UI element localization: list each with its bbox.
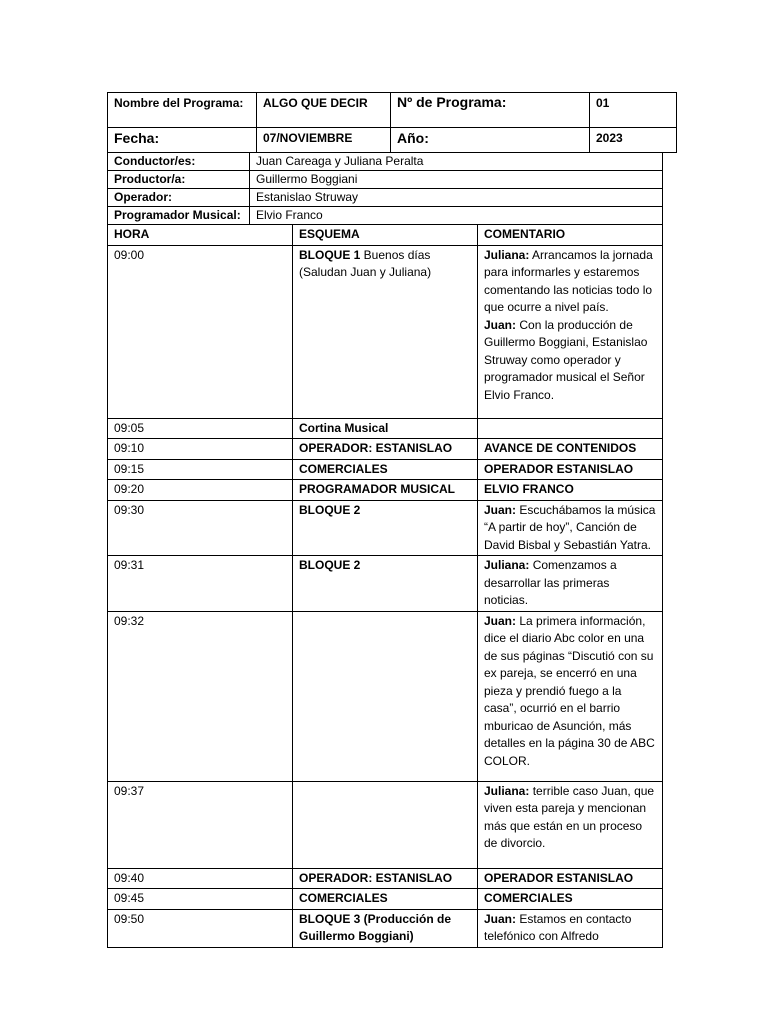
table-row: [108, 500, 663, 556]
year-value: 2023: [590, 128, 677, 153]
info-label: Programador Musical:: [108, 207, 250, 225]
scheme-bold: BLOQUE 1: [299, 247, 361, 262]
comment-entry: [484, 783, 656, 853]
comment-cell: [478, 556, 663, 612]
comment-speaker: Juan:: [484, 317, 517, 332]
comment-text: Arrancamos la jornada para informarles y estaremos comentando las noticias todo lo que ocurre a nivel país.: [484, 247, 653, 314]
time-cell: 09:05: [108, 418, 293, 439]
staff-info-table: [107, 152, 663, 225]
comment-bold: AVANCE DE CONTENIDOS: [484, 441, 637, 455]
time-cell: 09:40: [108, 868, 293, 889]
table-row: [108, 889, 663, 910]
scheme-bold: COMERCIALES: [299, 461, 388, 476]
column-header-comentario: COMENTARIO: [478, 225, 663, 246]
comment-entry: [484, 317, 656, 405]
table-row: [108, 868, 663, 889]
comment-cell: [478, 781, 663, 868]
scheme-bold: BLOQUE 3 (Producción de Guillermo Boggiani): [299, 911, 452, 943]
time-cell: 09:15: [108, 459, 293, 480]
info-row: [108, 171, 663, 189]
comment-text: Con la producción de Guillermo Boggiani, Estanislao Struway como operador y programador musical el Señor Elvio Franco.: [484, 317, 648, 402]
comment-cell: [478, 459, 663, 480]
time-cell: 09:37: [108, 781, 293, 868]
time-cell: 09:50: [108, 909, 293, 947]
comment-entry: [484, 911, 656, 946]
scheme-bold: BLOQUE 2: [299, 502, 361, 517]
comment-text: terrible caso Juan, que viven esta pareja y mencionan más que están en un proceso de divorcio.: [484, 783, 655, 850]
table-row: [108, 480, 663, 501]
info-label: Operador:: [108, 189, 250, 207]
scheme-cell: [293, 868, 478, 889]
table-row: [108, 439, 663, 460]
info-label: Conductor/es:: [108, 153, 250, 171]
table-row: [108, 781, 663, 868]
year-label: Año:: [391, 128, 590, 153]
scheme-cell: [293, 245, 478, 418]
info-value: Elvio Franco: [250, 207, 663, 225]
table-row: [108, 556, 663, 612]
comment-bold: COMERCIALES: [484, 891, 573, 905]
info-value: Guillermo Boggiani: [250, 171, 663, 189]
scheme-cell: [293, 909, 478, 947]
table-row: [108, 459, 663, 480]
comment-bold: OPERADOR ESTANISLAO: [484, 870, 634, 885]
scheme-bold: OPERADOR: ESTANISLAO: [299, 441, 453, 455]
program-number: 01: [590, 93, 677, 128]
info-label: Productor/a:: [108, 171, 250, 189]
schedule-table: [107, 224, 663, 948]
column-header-hora: HORA: [108, 225, 293, 246]
comment-entry: [484, 613, 656, 771]
comment-cell: [478, 500, 663, 556]
info-value: Estanislao Struway: [250, 189, 663, 207]
scheme-bold: BLOQUE 2: [299, 558, 361, 572]
comment-speaker: Juan:: [484, 502, 517, 517]
time-cell: 09:00: [108, 245, 293, 418]
scheme-cell: [293, 480, 478, 501]
time-cell: 09:32: [108, 611, 293, 781]
date-value: 07/NOVIEMBRE: [257, 128, 391, 153]
scheme-text: Buenos días (Saludan Juan y Juliana): [299, 247, 432, 279]
time-cell: 09:30: [108, 500, 293, 556]
comment-speaker: Juan:: [484, 911, 517, 926]
comment-entry: [484, 557, 656, 610]
comment-entry: [484, 247, 656, 317]
comment-cell: [478, 611, 663, 781]
comment-cell: [478, 889, 663, 910]
scheme-bold: OPERADOR: ESTANISLAO: [299, 870, 453, 885]
table-row: [108, 909, 663, 947]
time-cell: 09:20: [108, 480, 293, 501]
scheme-cell: [293, 889, 478, 910]
program-name: ALGO QUE DECIR: [257, 93, 391, 128]
time-cell: 09:10: [108, 439, 293, 460]
comment-text: Comenzamos a desarrollar las primeras noticias.: [484, 558, 617, 607]
comment-speaker: Juliana:: [484, 247, 530, 262]
comment-cell: [478, 868, 663, 889]
comment-bold: OPERADOR ESTANISLAO: [484, 461, 634, 476]
comment-speaker: Juliana:: [484, 783, 530, 798]
table-row: [108, 245, 663, 418]
column-header-esquema: ESQUEMA: [293, 225, 478, 246]
comment-cell: [478, 909, 663, 947]
info-row: [108, 189, 663, 207]
table-row: [108, 418, 663, 439]
comment-text: Escuchábamos la música “A partir de hoy”, Canción de David Bisbal y Sebastián Yatra.: [484, 502, 656, 552]
program-name-label: Nombre del Programa:: [108, 93, 257, 128]
comment-entry: [484, 502, 656, 555]
comment-cell: [478, 439, 663, 460]
comment-cell: [478, 245, 663, 418]
comment-speaker: Juliana:: [484, 558, 530, 572]
scheme-cell: [293, 500, 478, 556]
scheme-cell: [293, 556, 478, 612]
scheme-bold: PROGRAMADOR MUSICAL: [299, 482, 455, 496]
scheme-bold: Cortina Musical: [299, 420, 389, 435]
comment-cell: [478, 480, 663, 501]
comment-bold: ELVIO FRANCO: [484, 482, 574, 496]
table-row: [108, 611, 663, 781]
comment-cell: [478, 418, 663, 439]
time-cell: 09:31: [108, 556, 293, 612]
scheme-cell: [293, 418, 478, 439]
info-row: [108, 153, 663, 171]
date-label: Fecha:: [108, 128, 257, 153]
scheme-cell: [293, 781, 478, 868]
info-row: [108, 207, 663, 225]
comment-speaker: Juan:: [484, 613, 517, 628]
scheme-cell: [293, 459, 478, 480]
time-cell: 09:45: [108, 889, 293, 910]
comment-text: La primera información, dice el diario Abc color en una de sus páginas “Discutió con su ex pareja, se encerró en una pieza y prendió fuego a la casa”, ocurrió en el barrio mburicao de Asunción, más detalles en la página 30 de ABC COLOR.: [484, 613, 655, 768]
scheme-cell: [293, 611, 478, 781]
scheme-cell: [293, 439, 478, 460]
program-header-table: [107, 92, 677, 153]
scheme-bold: COMERCIALES: [299, 891, 388, 905]
info-value: Juan Careaga y Juliana Peralta: [250, 153, 663, 171]
comment-text: Estamos en contacto telefónico con Alfredo: [484, 911, 632, 943]
program-number-label: Nº de Programa:: [391, 93, 590, 128]
